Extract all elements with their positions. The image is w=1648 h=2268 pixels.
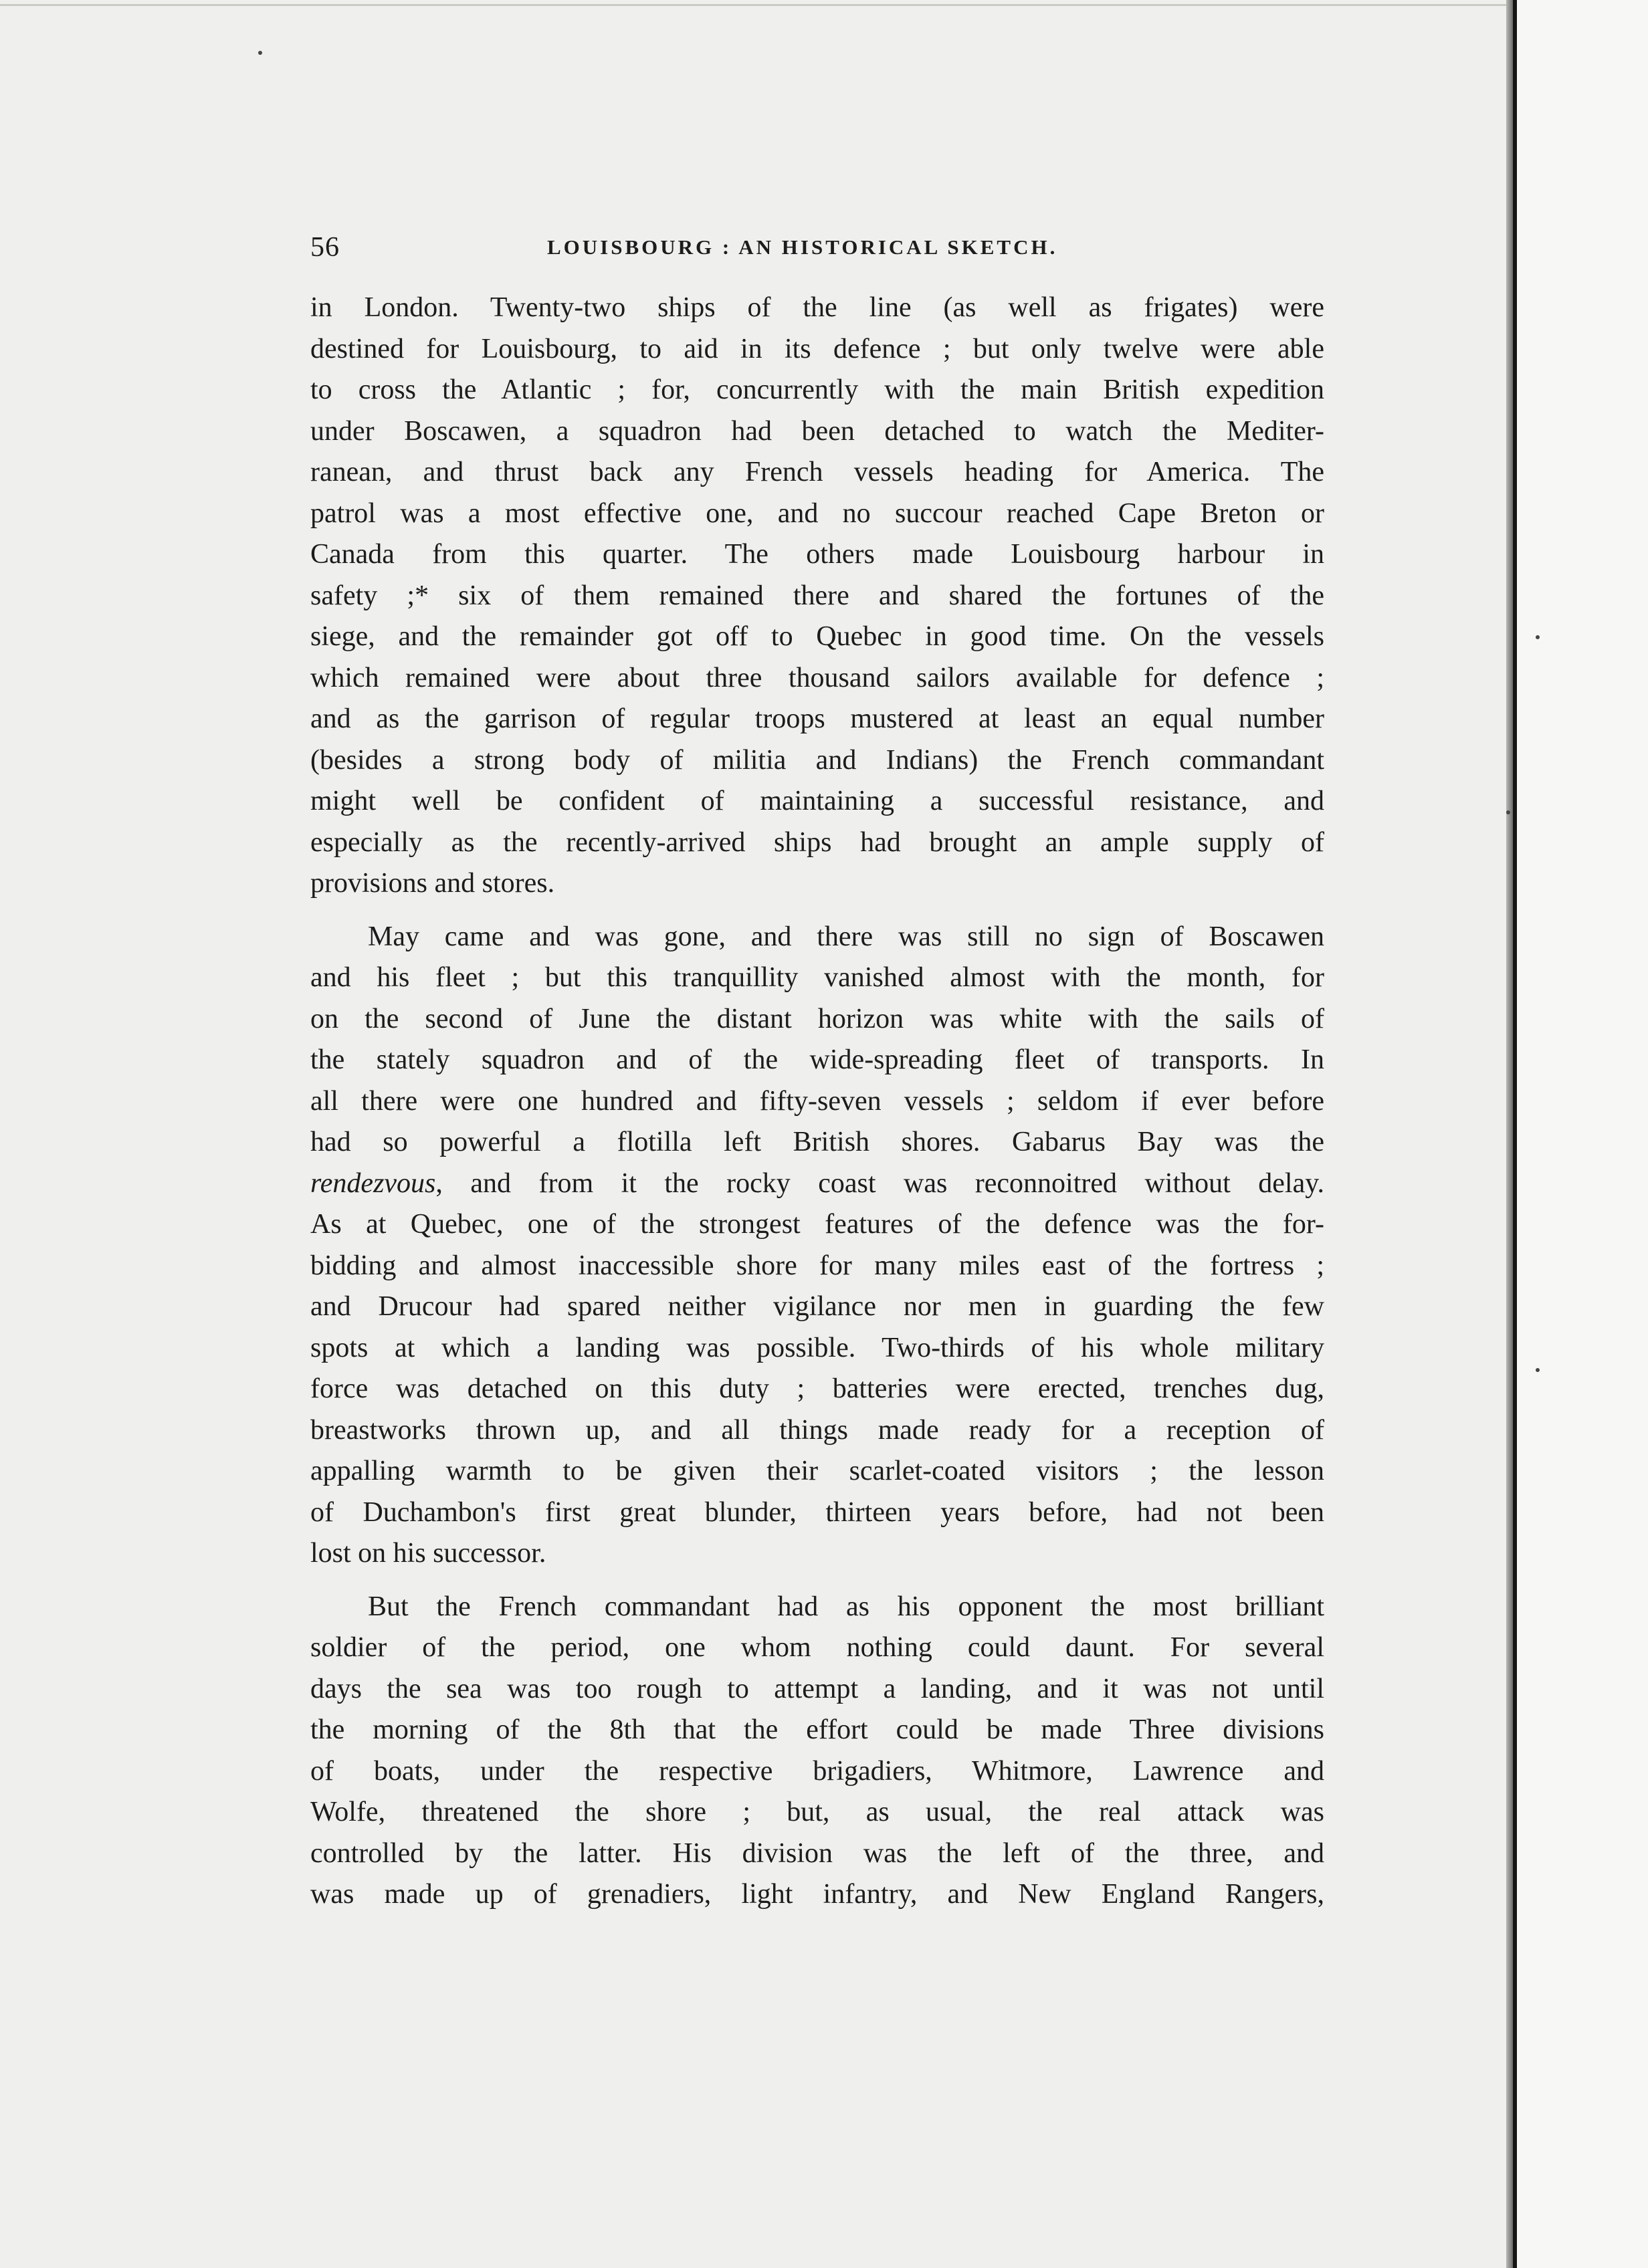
text-line: the stately squadron and of the wide-spreading fleet of transports. In [310, 1044, 1324, 1075]
text-line: May came and was gone, and there was still no sign of Boscawen [368, 921, 1324, 952]
text-line: patrol was a most effective one, and no succour reached Cape Breton or [310, 497, 1324, 529]
body-text [310, 288, 1324, 1916]
text-line: and Drucour had spared neither vigilance nor men in guarding the few [310, 1291, 1324, 1322]
text-line: on the second of June the distant horizon was white with the sails of [310, 1003, 1324, 1034]
text-line: siege, and the remainder got off to Quebec in good time. On the vessels [310, 621, 1324, 652]
page-header [310, 227, 1324, 267]
scan-speck [1506, 810, 1510, 814]
text-line: to cross the Atlantic ; for, concurrently with the main British expedition [310, 374, 1324, 405]
scan-speck [258, 51, 262, 55]
text-line: appalling warmth to be given their scarlet-coated visitors ; the lesson [310, 1456, 1324, 1486]
text-line: and as the garrison of regular troops mustered at least an equal number [310, 703, 1324, 734]
right-margin [1517, 0, 1648, 2268]
text-line: lost on his successor. [310, 1538, 546, 1569]
text-line: rendezvous, and from it the rocky coast was reconnoitred without delay. [310, 1167, 1324, 1199]
text-line: controlled by the latter. His division was the left of the three, and [310, 1837, 1324, 1869]
text-line: days the sea was too rough to attempt a landing, and it was not until [310, 1673, 1324, 1704]
page-edge-rule [1513, 0, 1517, 2268]
text-line: had so powerful a flotilla left British shores. Gabarus Bay was the [310, 1127, 1324, 1157]
text-line: under Boscawen, a squadron had been detached to watch the Mediter- [310, 415, 1324, 447]
text-line: safety ;* six of them remained there and shared the fortunes of the [310, 580, 1324, 611]
top-rule [0, 4, 1510, 6]
text-line: provisions and stores. [310, 868, 555, 899]
scan-speck [1536, 635, 1540, 639]
page-number: 56 [310, 232, 340, 263]
text-line: soldier of the period, one whom nothing could daunt. For several [310, 1632, 1324, 1663]
text-line: and his fleet ; but this tranquillity vanished almost with the month, for [310, 962, 1324, 993]
paragraph-3 [310, 1587, 1324, 1916]
text-line: all there were one hundred and fifty-seven vessels ; seldom if ever before [310, 1085, 1324, 1117]
text-line: ranean, and thrust back any French vessels heading for America. The [310, 457, 1324, 487]
page-edge-shadow [1506, 0, 1513, 2268]
text-line: But the French commandant had as his opponent the most brilliant [368, 1591, 1324, 1622]
text-line: (besides a strong body of militia and Indians) the French commandant [310, 744, 1324, 776]
text-line: might well be confident of maintaining a successful resistance, and [310, 786, 1324, 816]
text-line: which remained were about three thousand sailors available for defence ; [310, 662, 1324, 693]
paragraph-1 [310, 288, 1324, 905]
text-line: spots at which a landing was possible. Two-thirds of his whole military [310, 1332, 1324, 1363]
text-line: was made up of grenadiers, light infantry, and New England Rangers, [310, 1879, 1324, 1910]
text-line: breastworks thrown up, and all things made ready for a reception of [310, 1414, 1324, 1446]
paragraph-2 [310, 917, 1324, 1575]
text-line: Wolfe, threatened the shore ; but, as usual, the real attack was [310, 1797, 1324, 1827]
text-line: the morning of the 8th that the effort could be made Three divisions [310, 1714, 1324, 1745]
text-line: especially as the recently-arrived ships had brought an ample supply of [310, 826, 1324, 858]
text-line: of Duchambon's first great blunder, thirteen years before, had not been [310, 1496, 1324, 1528]
scan-speck [1536, 1368, 1540, 1372]
text-line: in London. Twenty-two ships of the line (as well as frigates) were [310, 292, 1324, 323]
text-line: bidding and almost inaccessible shore for many miles east of the fortress ; [310, 1250, 1324, 1281]
text-line: of boats, under the respective brigadiers, Whitmore, Lawrence and [310, 1755, 1324, 1787]
text-line: Canada from this quarter. The others made Louisbourg harbour in [310, 539, 1324, 570]
text-line: As at Quebec, one of the strongest features of the defence was the for- [310, 1209, 1324, 1240]
running-head: LOUISBOURG : AN HISTORICAL SKETCH. [547, 235, 1058, 259]
text-line: destined for Louisbourg, to aid in its defence ; but only twelve were able [310, 333, 1324, 364]
text-line: force was detached on this duty ; batteries were erected, trenches dug, [310, 1373, 1324, 1404]
